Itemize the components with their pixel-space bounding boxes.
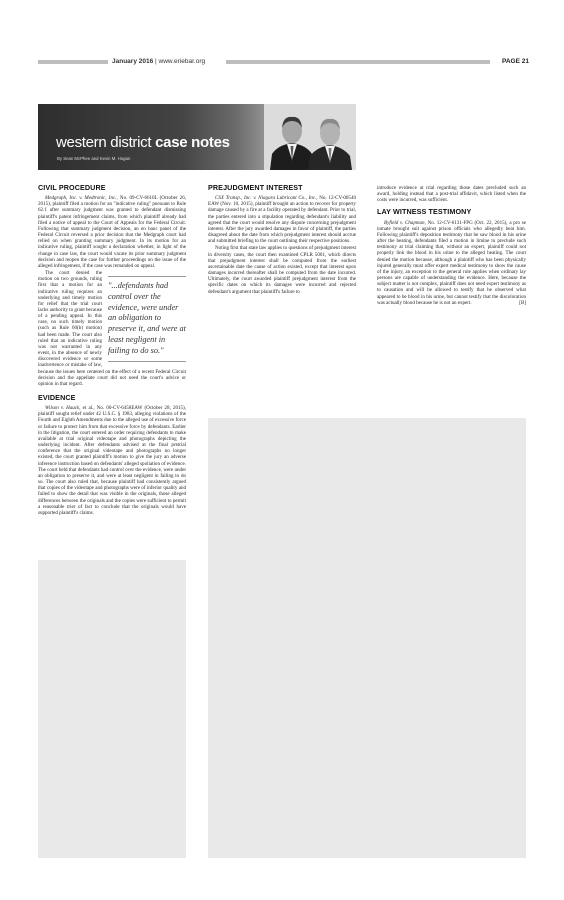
heading-civil-procedure: CIVIL PROCEDURE <box>38 183 106 192</box>
column-middle <box>208 185 356 296</box>
heading-lay-witness-testimony: LAY WITNESS TESTIMONY <box>377 207 472 217</box>
heading-evidence: EVIDENCE <box>38 393 76 402</box>
column-left <box>38 185 186 517</box>
prejudgment-paragraph: CSX Transp., Inc. v. Niagara Lubricant Co., Inc., No. 12-CV-00540 EAW (Nov. 10, 2015), plaintiff brought an action to recover for property damage caused by a fire at a facility operated by defendant. Prior to trial, the parties entered into a stipulation regarding defendant's liability and agreed that the court would resolve any dispute concerning prejudgment interest. After the jury awarded damages in favor of plaintiff, the parties disagreed about the date from which prejudgment interest should accrue and submitted briefing to the court outlining their respective positions. <box>208 195 356 245</box>
pull-quote: "...defendants had control over the evidence, were under an obligation to preserve it, and were at least negligent in failing to do so." <box>108 276 186 362</box>
heading-prejudgment-interest: PREJUDGMENT INTEREST <box>208 183 303 192</box>
civil-procedure-paragraph: Medgraph, Inc. v. Medtronic, Inc., No. 09-CV-6610L (October 26, 2015), plaintiff filed a motion for an "indicative ruling" pursuant to Rule 62.1 after summary judgment was granted to defendant dismissing plaintiff's patent infringement claims, from which plaintiff already had filed a notice of appeal to the Court of Appeals for the Federal Circuit. Following that summary judgment decision, an en banc panel of the Federal Circuit reversed a prior decision that the Medgraph court had relied on when granting summary judgment. In its motion for an indicative ruling, plaintiff sought a declaration whether, in light of the change in case law, the court would vacate its prior summary judgment decision and reopen the case for further proceedings on the issue of the alleged infringement, if the case was remanded on appeal. <box>38 195 186 269</box>
banner-byline: By Sean McPhee and Kevin M. Hogan <box>57 156 131 161</box>
ad-placeholder-left <box>38 560 186 858</box>
banner-title: western district case notes <box>56 134 230 151</box>
header-rule-middle <box>226 60 490 64</box>
civil-procedure-paragraph: The court denied the motion on two grounds, ruling first that a motion for an indicative ruling requires an underlying and timely motion for relief that the trial court lacks authority to grant because of a pending appeal. In this case, no such timely motion (such as Rule 60(b) motion) had been made. The court also ruled that an indicative ruling was not warranted in any event, in the absence of newly discovered evidence or some inadvertence or mistake of law, because the issues here centered on the effect of a recent Federal Circuit decision and the appellate court did not need the court's advice or opinion in that regard. <box>38 270 186 387</box>
prejudgment-paragraph: Noting first that state law applies to questions of prejudgment interest in diversity cases, the court then examined CPLR 5001, which directs that prejudgment interest shall be computed from the earliest ascertainable date the cause of action existed, except that interest upon damages incurred thereafter shall be computed from the date incurred. Ultimately, the court awarded plaintiff prejudgment interest from the specific dates on which its damages were incurred and rejected defendant's argument that plaintiff's failure to <box>208 245 356 295</box>
ad-placeholder-right <box>208 418 526 858</box>
evidence-paragraph: Wilson v. Hauck, et al., No. 00-CV-6458EAW (October 28, 2015), plaintiff sought relief under 42 U.S.C. § 1983, alleging violations of the Fourth and Eighth Amendments due to the alleged use of excessive force or failure to protect him from that excessive force by defendants. Earlier in the litigation, the court entered an order requiring defendants to make available at trial original videotape and photographs depicting the underlying incident. After defendants advised at the final pretrial conference that the original videotape and photographs no longer existed, the court granted plaintiff's motion to give the jury an adverse inference instruction based on defendants' alleged spoliation of evidence. The court held that defendants had control over the evidence, were under an obligation to preserve it, and were at least negligent in failing to do so. The court also ruled that, because plaintiff had consistently argued that copies of the videotape and photographs were of inferior quality and failed to show the detail that was visible in the originals, those alleged differences between the originals and the copies were sufficient to permit a reasonable trier of fact to conclude that the originals would have supported plaintiff's claims. <box>38 405 186 516</box>
page-number: PAGE 21 <box>502 58 529 65</box>
section-banner <box>38 104 356 170</box>
issue-date: January 2016 | www.eriebar.org <box>112 58 206 65</box>
header-rule-left <box>38 60 108 64</box>
lay-witness-paragraph: Byfield v. Chapman, No. 12-CV-6131-FPG (Oct. 22, 2015), a pro se inmate brought suit against prison officials who allegedly beat him. Following plaintiff's deposition testimony that he saw blood in his urine after the beating, defendants filed a motion in limine to preclude such testimony at trial claiming that, without an expert, plaintiff could not properly link the blood in his urine to the alleged beating. The court denied the motion because, although a plaintiff who has been physically injured generally must offer expert medical testimony to show the cause of the injury, an exception to the general rule applies when ordinary lay persons are capable of understanding the evidence. Here, because the subject matter is not complex, plaintiff does not need expert testimony as to causation and will be allowed to testify that he observed what appeared to be blood in his urine, but cannot testify that the discoloration was actually blood because he is not an expert. [B] <box>377 219 526 306</box>
column-right <box>377 185 526 307</box>
end-mark: [B] <box>519 299 526 306</box>
prejudgment-paragraph-continued: introduce evidence at trial regarding those dates precluded such an award, holding instead that a post-trial affidavit, which listed when the costs were incurred, was sufficient. <box>377 185 526 204</box>
authors-photo <box>264 104 356 170</box>
